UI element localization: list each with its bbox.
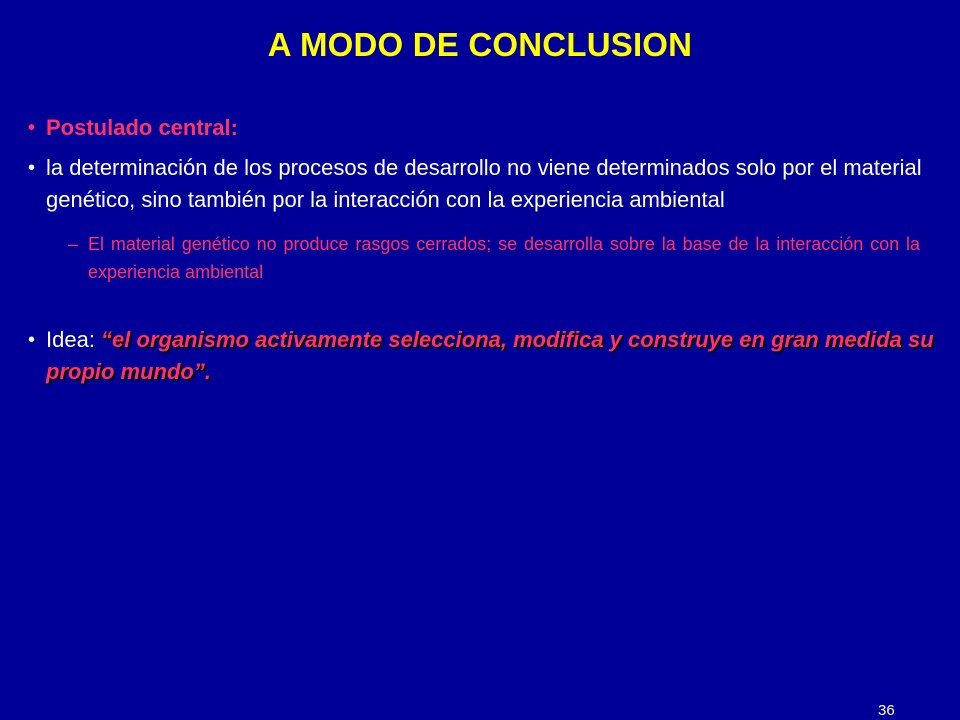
- bullet-text: la determinación de los procesos de desarrollo no viene determinados solo por el material genético, sino también por la interacción con la experiencia ambiental: [46, 155, 922, 212]
- bullet-dot-icon: •: [28, 329, 36, 351]
- bullet-dot-icon: •: [28, 157, 36, 179]
- sub-bullet-text: El material genético no produce rasgos cerrados; se desarrolla sobre la base de la interacción con la experiencia ambiental: [88, 234, 920, 282]
- idea-quote: “el organismo activamente selecciona, modifica y construye en gran medida su propio mundo”.: [46, 327, 934, 384]
- bullet-determinacion: [28, 152, 944, 216]
- bullet-idea: [28, 324, 944, 388]
- page-number: 36: [878, 702, 895, 719]
- bullet-postulado: [28, 112, 944, 144]
- bullet-text: Postulado central:: [46, 115, 238, 140]
- bullet-dot-icon: •: [28, 117, 36, 139]
- slide-title: A MODO DE CONCLUSION: [267, 26, 693, 63]
- sub-bullet-dash-icon: –: [68, 234, 79, 254]
- slide-body: [28, 112, 944, 388]
- idea-label: Idea:: [46, 327, 102, 352]
- sub-bullet-material-genetico: [46, 230, 920, 286]
